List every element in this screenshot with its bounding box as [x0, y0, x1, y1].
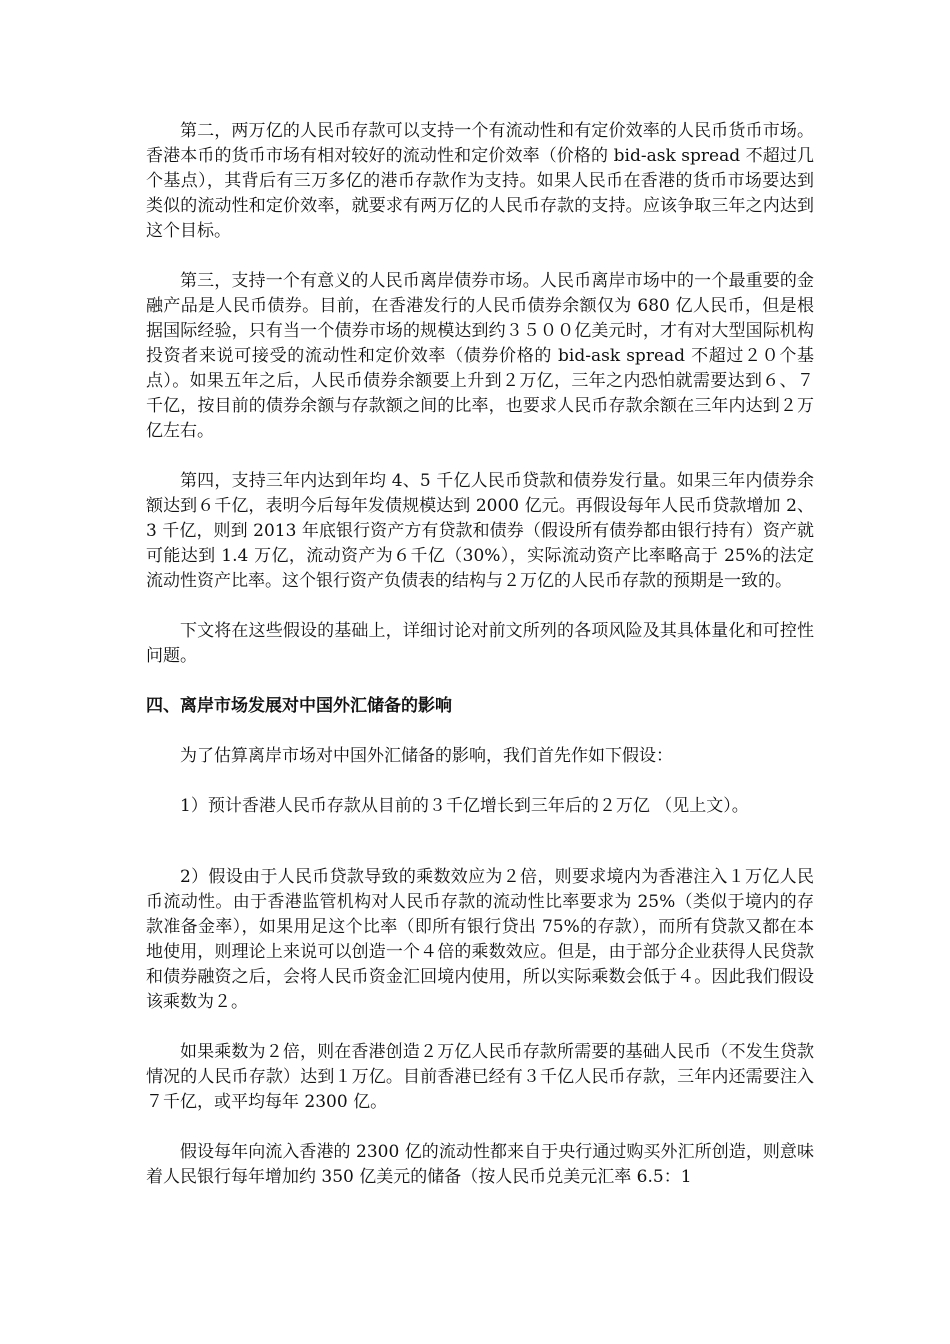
spacer — [146, 1115, 814, 1140]
spacer — [146, 769, 814, 794]
spacer — [146, 819, 814, 865]
paragraph-assumption-intro: 为了估算离岸市场对中国外汇储备的影响，我们首先作如下假设： — [180, 746, 673, 766]
document-page — [146, 119, 814, 1190]
paragraph-second-point: 第二，两万亿的人民币存款可以支持一个有流动性和有定价效率的人民币货币市场。香港本币的货币市场有相对较好的流动性和定价效率（价格的 bid-ask spread 不超过几个基点），其背后有三万多亿的港币存款作为支持。如果人民币在香港的货币市场要达到类似的流动性和定价效率，就要求有两万亿的人民币存款的支持。应该争取三年之内达到这个目标。 — [146, 121, 814, 241]
section-heading: 四、离岸市场发展对中国外汇储备的影响 — [146, 696, 452, 716]
paragraph-third-point: 第三，支持一个有意义的人民币离岸债券市场。人民币离岸市场中的一个最重要的金融产品是人民币债券。目前，在香港发行的人民币债券余额仅为 680 亿人民币，但是根据国际经验，只有当一个债券市场的规模达到约３５００亿美元时，才有对大型国际机构投资者来说可接受的流动性和定价效率（债券价格的 bid-ask spread 不超过２０个基点）。如果五年之后，人民币债券余额要上升到２万亿，三年之内恐怕就需要达到６、７千亿，按目前的债券余额与存款额之间的比率，也要求人民币存款余额在三年内达到２万亿左右。 — [146, 271, 814, 441]
paragraph-fourth-point: 第四，支持三年内达到年均 4、5 千亿人民币贷款和债券发行量。如果三年内债券余额达到６千亿，表明今后每年发债规模达到 2000 亿元。再假设每年人民币贷款增加 2、3 千亿，则到 2013 年底银行资产方有贷款和债券（假设所有债券都由银行持有）资产就可能达到 1.4 万亿，流动资产为６千亿（30%），实际流动资产比率略高于 25%的法定流动性资产比率。这个银行资产负债表的结构与２万亿的人民币存款的预期是一致的。 — [146, 471, 814, 591]
spacer — [146, 719, 814, 744]
spacer — [146, 594, 814, 619]
spacer — [146, 1015, 814, 1040]
paragraph-multiplier: 如果乘数为２倍，则在香港创造２万亿人民币存款所需要的基础人民币（不发生贷款情况的人民币存款）达到１万亿。目前香港已经有３千亿人民币存款，三年内还需要注入７千亿，或平均每年 2300 亿。 — [146, 1042, 814, 1112]
spacer — [146, 669, 814, 694]
paragraph-assumption-2: 2）假设由于人民币贷款导致的乘数效应为２倍，则要求境内为香港注入１万亿人民币流动性。由于香港监管机构对人民币存款的流动性比率要求为 25%（类似于境内的存款准备金率），如果用足这个比率（即所有银行贷出 75%的存款），而所有贷款又都在本地使用，则理论上来说可以创造一个４倍的乘数效应。但是，由于部分企业获得人民贷款和债券融资之后，会将人民币资金汇回境内使用，所以实际乘数会低于４。因此我们假设该乘数为２。 — [146, 867, 814, 1012]
paragraph-assumption-1: 1）预计香港人民币存款从目前的３千亿增长到三年后的２万亿 （见上文）。 — [180, 796, 749, 816]
paragraph-transition: 下文将在这些假设的基础上，详细讨论对前文所列的各项风险及其具体量化和可控性问题。 — [146, 621, 814, 666]
spacer — [146, 444, 814, 469]
spacer — [146, 244, 814, 269]
paragraph-reserves: 假设每年向流入香港的 2300 亿的流动性都来自于央行通过购买外汇所创造，则意味着人民银行每年增加约 350 亿美元的储备（按人民币兑美元汇率 6.5：1 — [146, 1142, 814, 1187]
